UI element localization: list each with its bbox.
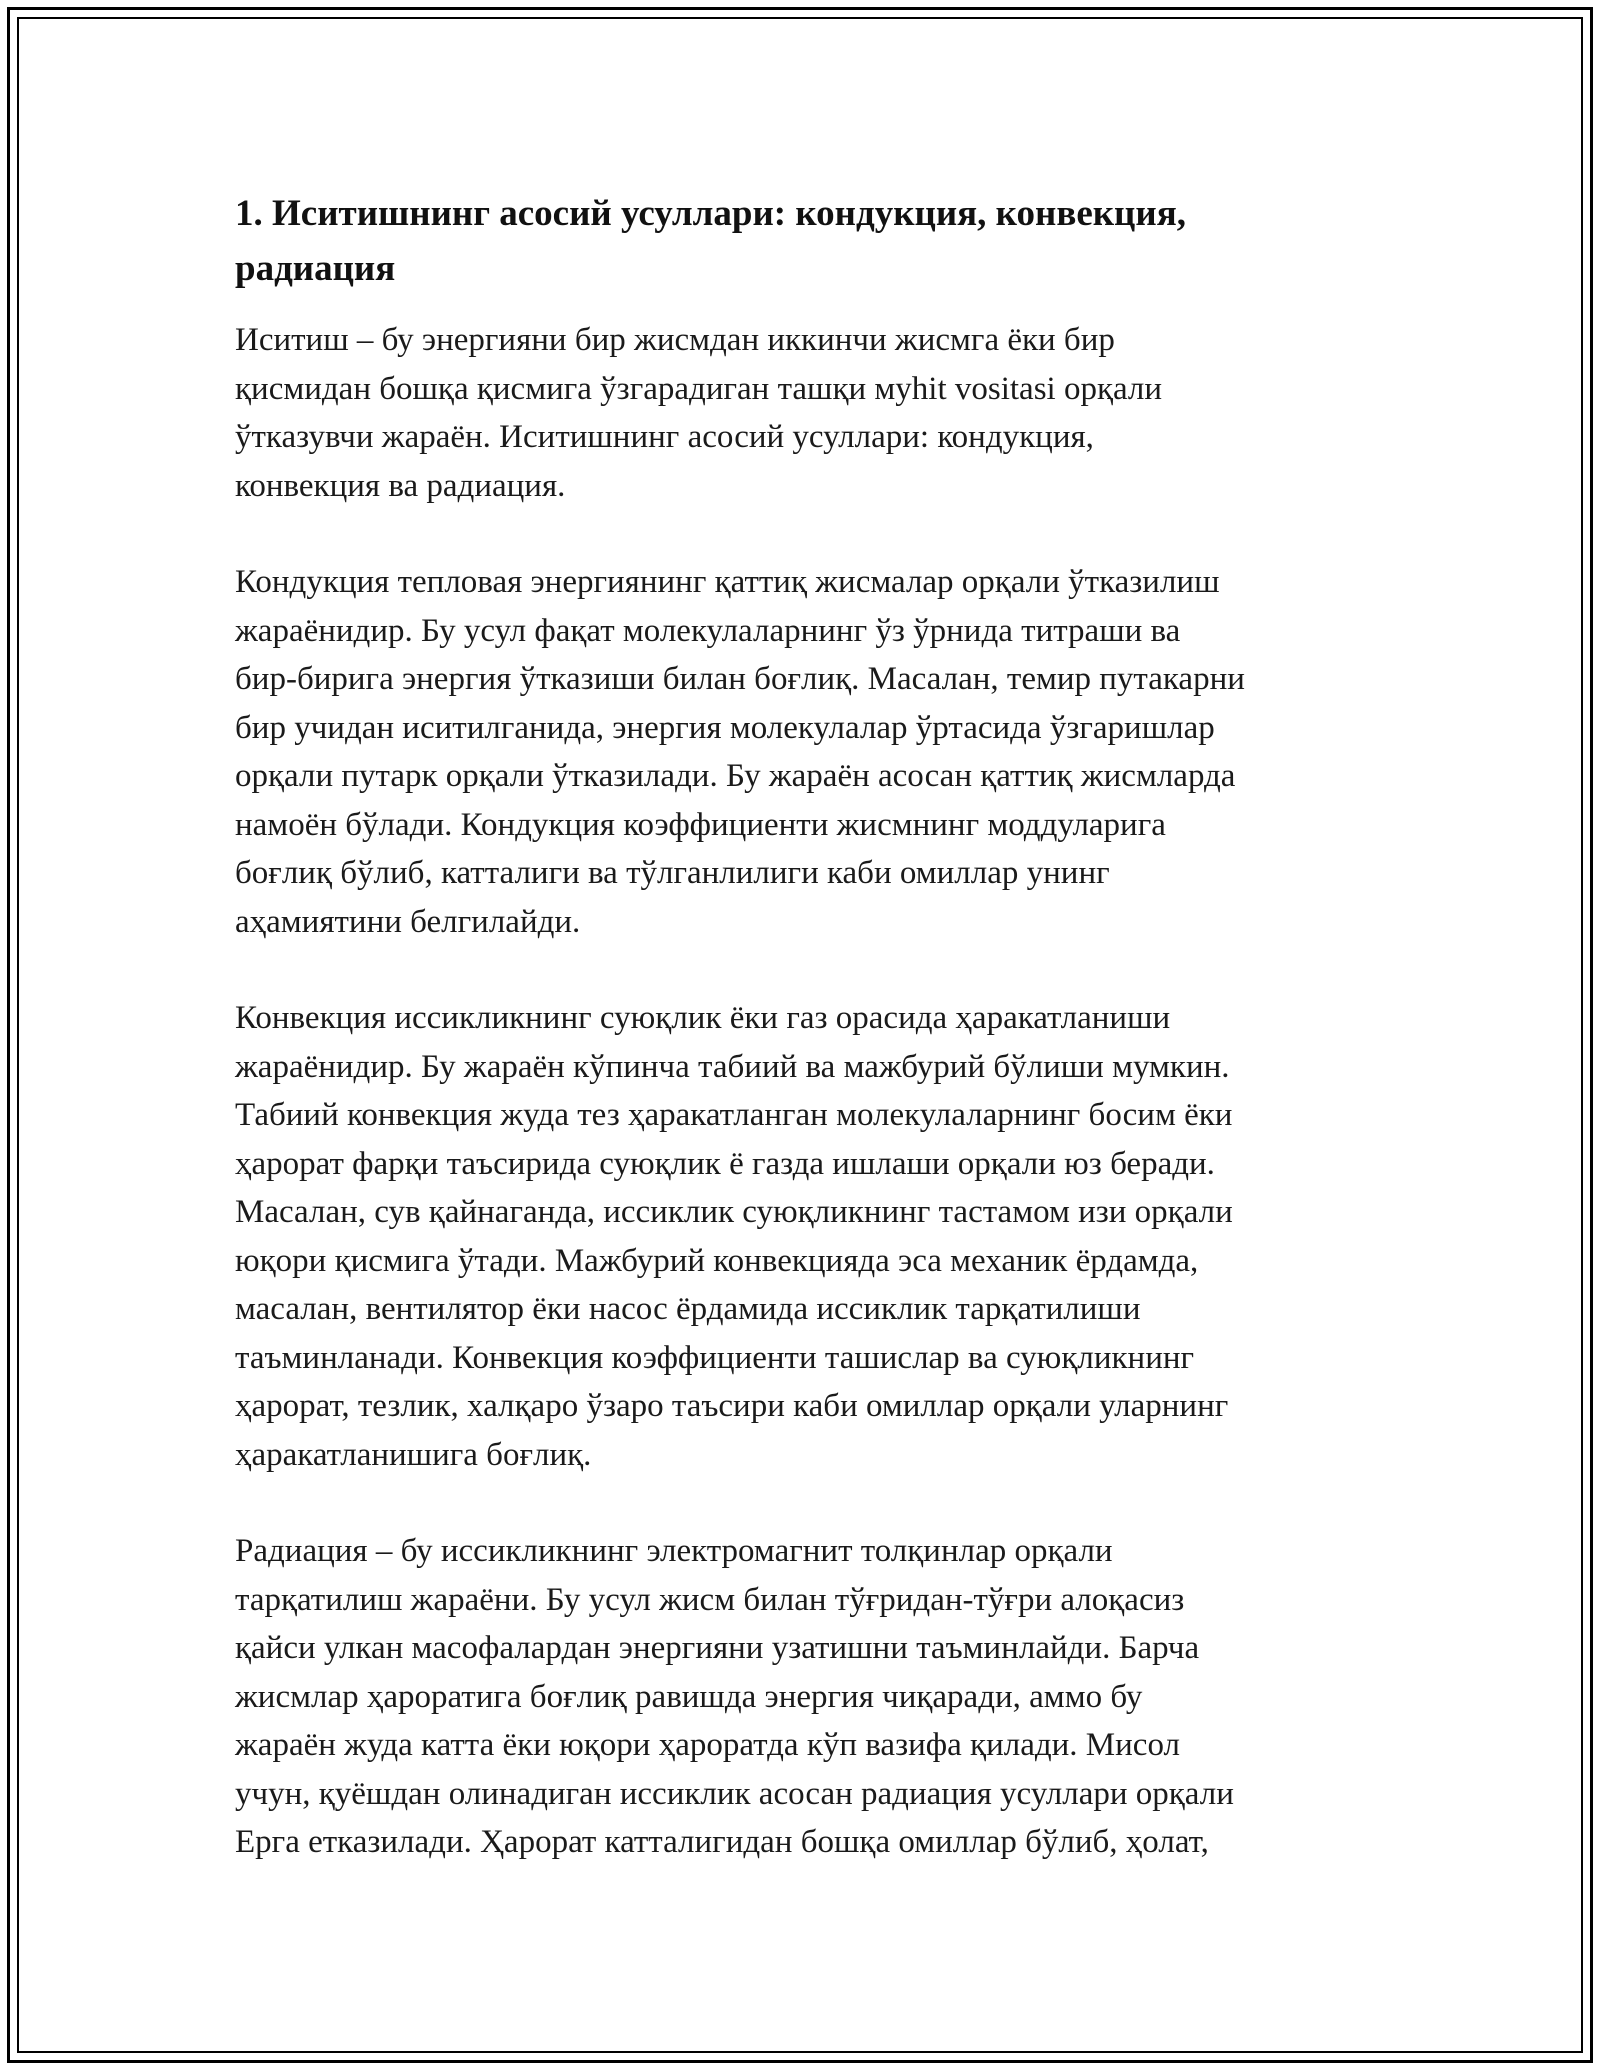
section-heading bbox=[235, 186, 1370, 296]
text-line: аҳамиятини белгилайди. bbox=[235, 903, 581, 940]
text-line: Кондукция тепловая энергиянинг қаттиқ жисмалар орқали ўтказилиш bbox=[235, 564, 1220, 600]
text-line: бир учидан иситилганида, энергия молекулалар ўртасида ўзгаришлар bbox=[235, 709, 1215, 746]
text-line: конвекция ва радиация. bbox=[235, 467, 566, 504]
text-line: Табиий конвекция жуда тез ҳаракатланган молекулаларнинг босим ёки bbox=[235, 1097, 1233, 1133]
paragraph-intro bbox=[235, 316, 1370, 510]
text-line: қисмидан бошқа қисмига ўзгарадиган ташқи муhit vositasi орқали bbox=[235, 370, 1163, 407]
text-line: масалан, вентилятор ёки насос ёрдамида иссиклик тарқатилиши bbox=[235, 1291, 1141, 1327]
text-line: орқали путарк орқали ўтказилади. Бу жараён асосан қаттиқ жисмларда bbox=[235, 758, 1236, 794]
text-line: жараён жуда катта ёки юқори ҳароратда кўп вазифа қилади. Мисол bbox=[235, 1727, 1180, 1763]
text-line: намоён бўлади. Кондукция коэффициенти жисмнинг моддуларига bbox=[235, 806, 1166, 843]
text-line: тарқатилиш жараёни. Бу усул жисм билан тўғридан-тўғри алоқасиз bbox=[235, 1581, 1185, 1618]
document-body bbox=[235, 186, 1370, 1915]
text-line: учун, қуёшдан олинадиган иссиклик асосан радиация усуллари орқали bbox=[235, 1775, 1234, 1812]
text-line: Ерга етказилади. Ҳарорат катталигидан бошқа омиллар бўлиб, ҳолат, bbox=[235, 1824, 1209, 1860]
heading-line: радиация bbox=[235, 248, 396, 289]
text-line: ҳарорат фарқи таъсирида суюқлик ё газда ишлаши орқали юз беради. bbox=[235, 1145, 1215, 1182]
text-line: жараёнидир. Бу усул фақат молекулаларнинг ўз ўрнида титраши ва bbox=[235, 612, 1181, 649]
text-line: жараёнидир. Бу жараён кўпинча табиий ва мажбурий бўлиши мумкин. bbox=[235, 1048, 1230, 1085]
text-line: Масалан, сув қайнаганда, иссиклик суюқликнинг тастамом изи орқали bbox=[235, 1194, 1233, 1230]
paragraph-conduction bbox=[235, 558, 1370, 946]
paragraph-radiation bbox=[235, 1527, 1370, 1867]
text-line: Радиация – бу иссикликнинг электромагнит толқинлар орқали bbox=[235, 1533, 1113, 1569]
text-line: юқори қисмига ўтади. Мажбурий конвекцияда эса механик ёрдамда, bbox=[235, 1242, 1199, 1279]
heading-line: 1. Иситишнинг асосий усуллари: кондукция, конвекция, bbox=[235, 193, 1186, 234]
text-line: ҳаракатланишига боғлиқ. bbox=[235, 1436, 592, 1473]
text-line: боғлиқ бўлиб, катталиги ва тўлганлилиги каби омиллар унинг bbox=[235, 855, 1110, 891]
text-line: қайси улкан масофалардан энергияни узатишни таъминлайди. Барча bbox=[235, 1630, 1200, 1666]
text-line: Конвекция иссикликнинг суюқлик ёки газ орасида ҳаракатланиши bbox=[235, 1000, 1171, 1036]
text-line: ўтказувчи жараён. Иситишнинг асосий усуллари: кондукция, bbox=[235, 419, 1094, 455]
text-line: Иситиш – бу энергияни бир жисмдан иккинчи жисмга ёки бир bbox=[235, 322, 1115, 358]
text-line: бир-бирига энергия ўтказиши билан боғлиқ. Масалан, темир путакарни bbox=[235, 661, 1245, 697]
text-line: ҳарорат, тезлик, халқаро ўзаро таъсири каби омиллар орқали уларнинг bbox=[235, 1388, 1229, 1424]
text-line: таъминланади. Конвекция коэффициенти ташислар ва суюқликнинг bbox=[235, 1339, 1195, 1376]
text-line: жисмлар ҳароратига боғлиқ равишда энергия чиқаради, аммо бу bbox=[235, 1678, 1143, 1715]
paragraph-convection bbox=[235, 994, 1370, 1479]
